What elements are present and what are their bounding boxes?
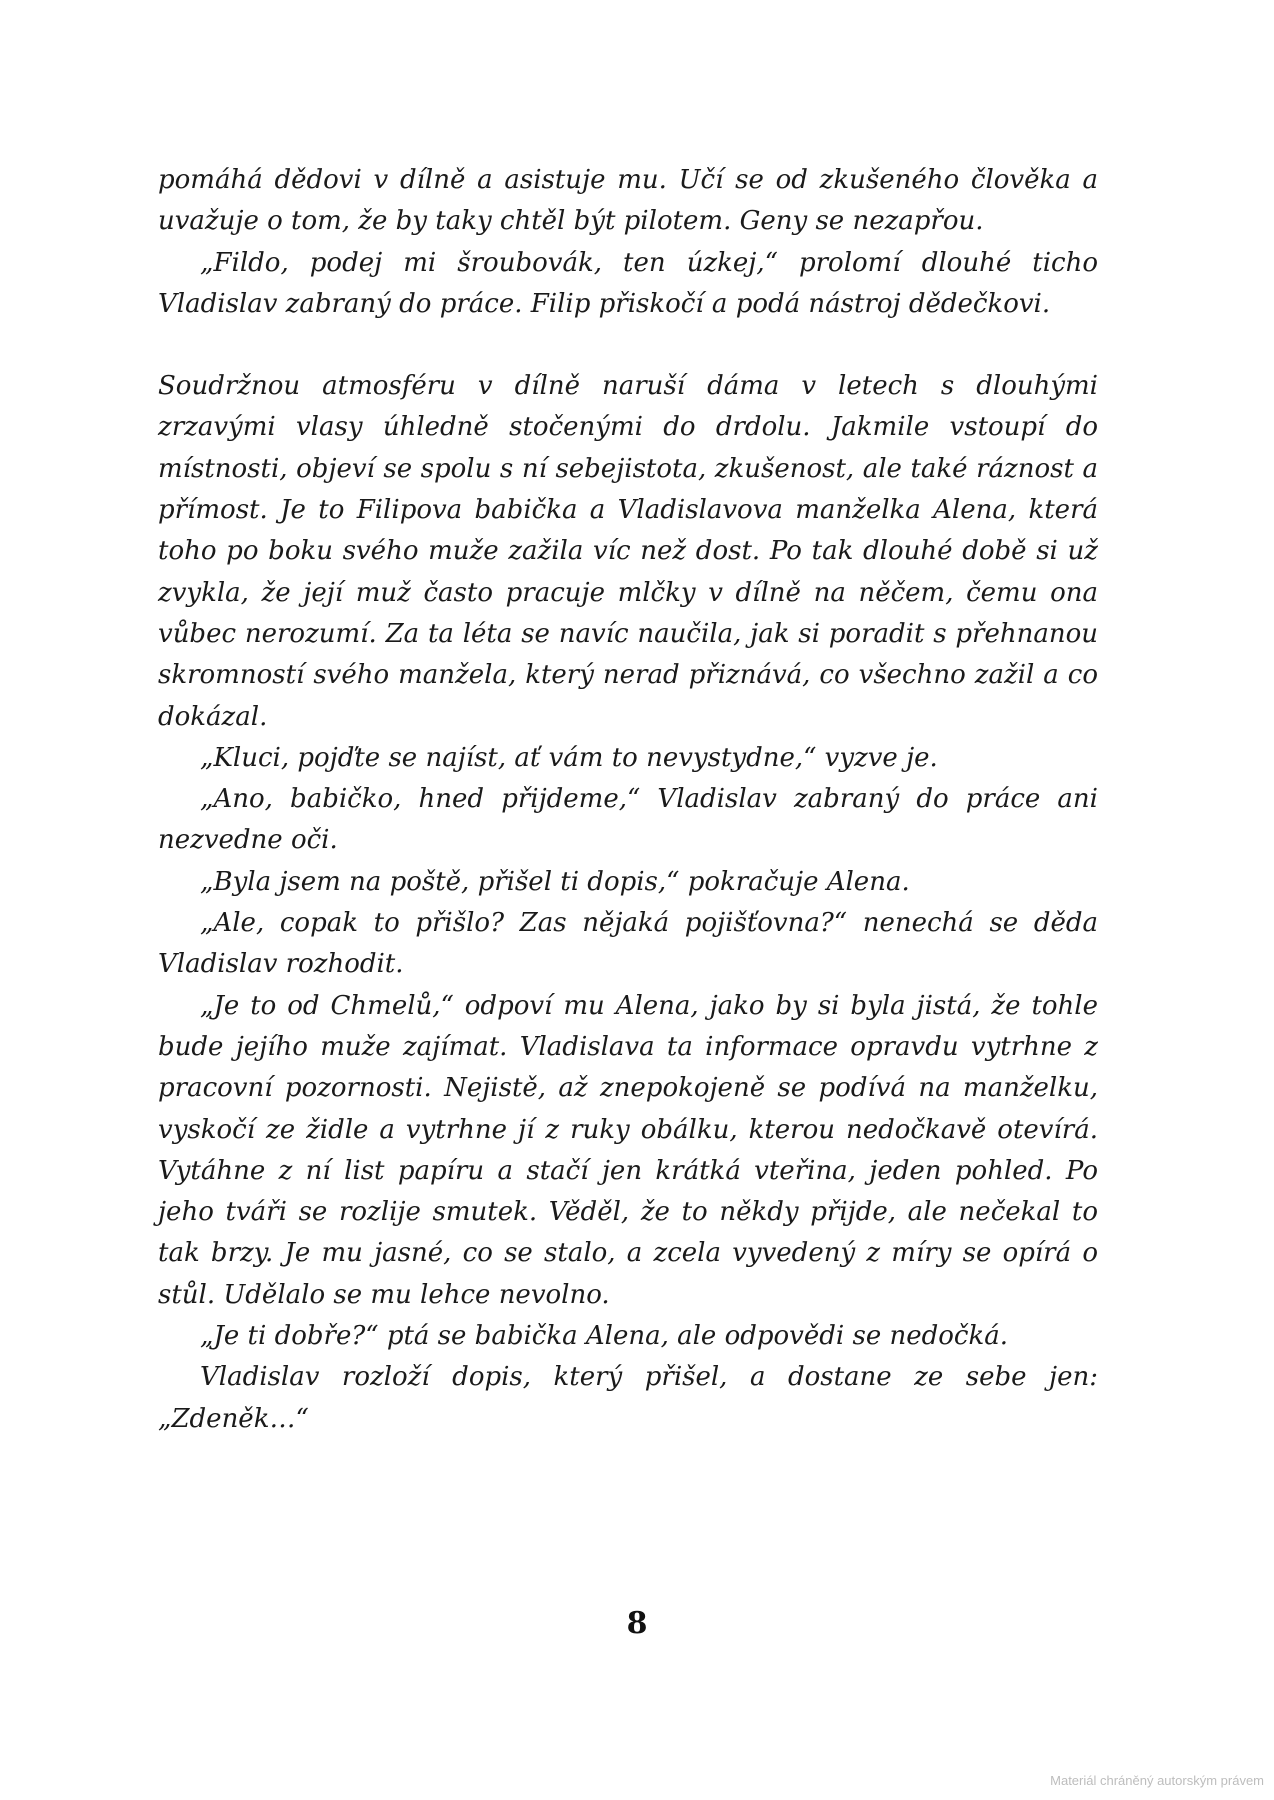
page-number: 8: [626, 1606, 648, 1641]
paragraph: „Fildo, podej mi šroubovák, ten úzkej,“ prolomí dlouhé ticho Vladislav zabraný do práce. Filip přiskočí a podá nástroj dědečkovi.: [158, 247, 1098, 319]
paragraph: Vladislav rozloží dopis, který přišel, a dostane ze sebe jen: „Zdeněk…“: [158, 1362, 1098, 1434]
copyright-notice: Materiál chráněný autorským právem: [1050, 1773, 1264, 1788]
paragraph: „Kluci, pojďte se najíst, ať vám to nevystydne,“ vyzve je.: [200, 742, 938, 773]
paragraph: „Ano, babičko, hned přijdeme,“ Vladislav zabraný do práce ani nezvedne oči.: [158, 784, 1098, 856]
book-page-text: [158, 160, 1098, 1440]
paragraph: „Ale, copak to přišlo? Zas nějaká pojišťovna?“ nenechá se děda Vladislav rozhodit.: [158, 908, 1098, 980]
paragraph: pomáhá dědovi v dílně a asistuje mu. Učí se od zkušeného člověka a uvažuje o tom, že by taky chtěl být pilotem. Geny se nezapřou.: [158, 165, 1098, 237]
paragraph: Soudržnou atmosféru v dílně naruší dáma v letech s dlouhými zrzavými vlasy úhledně stočenými do drdolu. Jakmile vstoupí do místnosti, objeví se spolu s ní sebejistota, zkušenost, ale také ráznost a přímost. Je to Filipova babička a Vladislavova manželka Alena, která toho po boku svého muže zažila víc než dost. Po tak dlouhé době si už zvykla, že její muž často pracuje mlčky v dílně na něčem, čemu ona vůbec nerozumí. Za ta léta se navíc naučila, jak si poradit s přehnanou skromností svého manžela, který nerad přiznává, co všechno zažil a co dokázal.: [158, 371, 1098, 732]
paragraph: „Byla jsem na poště, přišel ti dopis,“ pokračuje Alena.: [200, 866, 910, 897]
paragraph: „Je ti dobře?“ ptá se babička Alena, ale odpovědi se nedočká.: [200, 1321, 1008, 1352]
paragraph: „Je to od Chmelů,“ odpoví mu Alena, jako by si byla jistá, že tohle bude jejího muže zajímat. Vladislava ta informace opravdu vytrhne z pracovní pozornosti. Nejistě, až znepokojeně se podívá na manželku, vyskočí ze židle a vytrhne jí z ruky obálku, kterou nedočkavě otevírá. Vytáhne z ní list papíru a stačí jen krátká vteřina, jeden pohled. Po jeho tváři se rozlije smutek. Věděl, že to někdy přijde, ale nečekal to tak brzy. Je mu jasné, co se stalo, a zcela vyvedený z míry se opírá o stůl. Udělalo se mu lehce nevolno.: [158, 990, 1098, 1310]
